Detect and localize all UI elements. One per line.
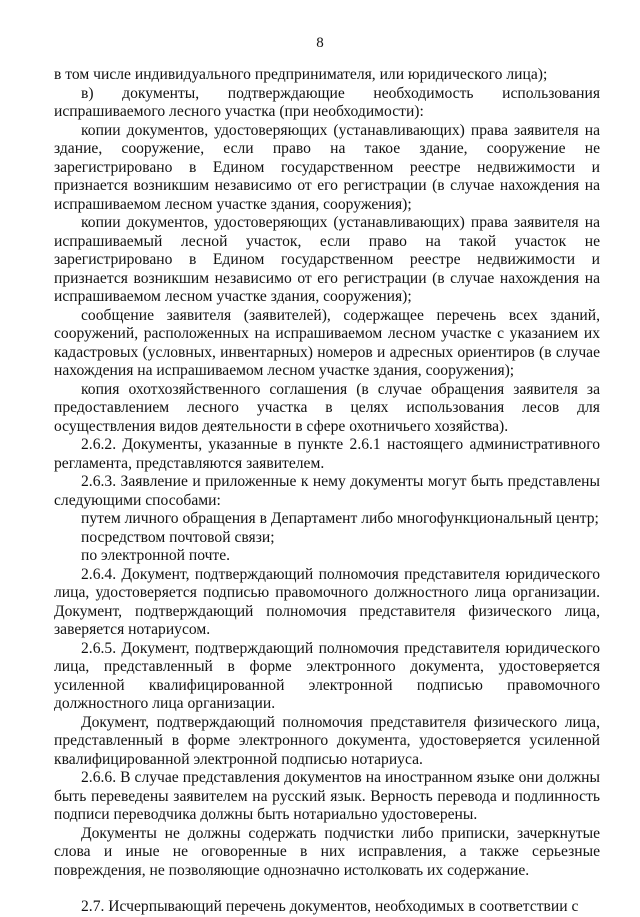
section-heading-2-7: 2.7. Исчерпывающий перечень документов, необходимых в соответствии с — [81, 898, 579, 915]
paragraph: 2.6.5. Документ, подтверждающий полномочия представителя юридического лица, представленный в форме электронного документа, удостоверяется усиленной квалифицированной электронной подписью правомочного должностного лица организации. — [54, 639, 600, 712]
paragraph: 2.6.2. Документы, указанные в пункте 2.6.1 настоящего административного регламента, представляются заявителем. — [54, 436, 600, 472]
paragraph: 2.6.6. В случае представления документов на иностранном языке они должны быть переведены заявителем на русский язык. Верность перевода и подлинность подписи переводчика должны быть нотариально удостоверены. — [54, 769, 600, 823]
paragraph: сообщение заявителя (заявителей), содержащее перечень всех зданий, сооружений, расположенных на испрашиваемом лесном участке с указанием их кадастровых (условных, инвентарных) номеров и адресных ориентиров (в случае нахождения на испрашиваемом лесном участке здания, сооружения); — [54, 306, 600, 379]
paragraph: Документ, подтверждающий полномочия представителя физического лица, представленный в форме электронного документа, удостоверяется усиленной квалифицированной электронной подписью нотариуса. — [54, 713, 600, 768]
paragraph: по электронной почте. — [81, 547, 231, 564]
paragraph: копии документов, удостоверяющих (устанавливающих) права заявителя на испрашиваемый лесной участок, если право на такой участок не зарегистрировано в Едином государственном реестре недвижимости и признается возникшим независимо от его регистрации (в случае нахождения на испрашиваемом лесном участке здания, сооружения); — [54, 214, 600, 305]
paragraph: 2.6.3. Заявление и приложенные к нему документы могут быть представлены следующими способами: — [54, 473, 600, 509]
paragraph: в том числе индивидуального предпринимателя, или юридического лица); — [54, 66, 548, 83]
paragraph: 2.6.4. Документ, подтверждающий полномочия представителя юридического лица, удостоверяется подписью правомочного должностного лица организации. Документ, подтверждающий полномочия представителя физического лица, заверяется нотариусом. — [54, 565, 600, 638]
paragraph: копия охотхозяйственного соглашения (в случае обращения заявителя за предоставлением лесного участка в целях использования лесов для осуществления видов деятельности в сфере охотничьего хозяйства). — [54, 380, 600, 435]
paragraph: путем личного обращения в Департамент либо многофункциональный центр; — [81, 510, 599, 527]
paragraph: посредством почтовой связи; — [81, 528, 275, 546]
paragraph: Документы не должны содержать подчистки либо приписки, зачеркнутые слова и иные не оговоренные в них исправления, а также серьезные повреждения, не позволяющие однозначно истолковать их содержание. — [54, 824, 600, 879]
paragraph: в) документы, подтверждающие необходимость использования испрашиваемого лесного участка (при необходимости): — [54, 84, 600, 120]
page-number: 8 — [316, 35, 324, 51]
paragraph: копии документов, удостоверяющих (устанавливающих) права заявителя на здание, сооружение, если право на такое здание, сооружение не зарегистрировано в Едином государственном реестре недвижимости и признается возникшим независимо от его регистрации (в случае нахождения на испрашиваемом лесном участке здания, сооружения); — [54, 121, 600, 213]
document-body — [54, 66, 600, 917]
